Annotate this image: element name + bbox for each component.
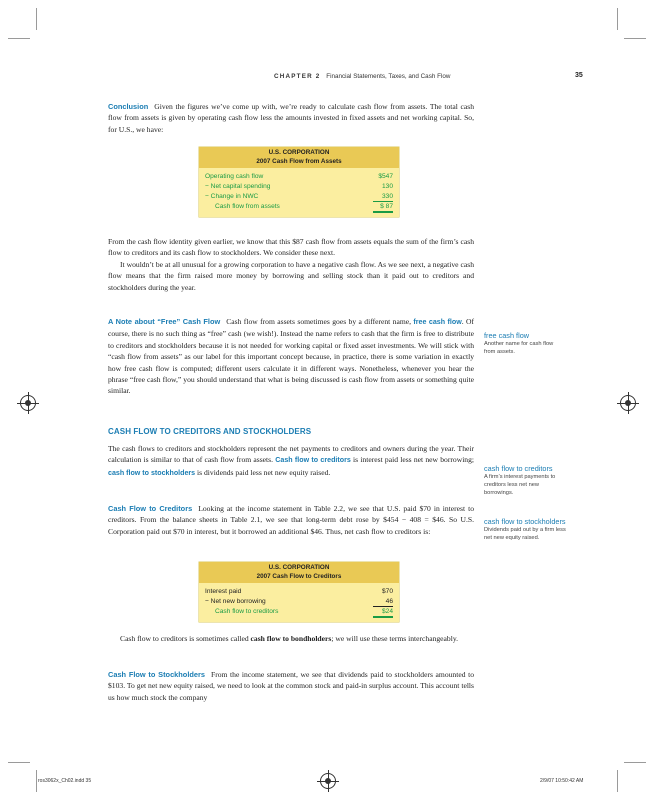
registration-mark-icon bbox=[320, 773, 336, 789]
identity-section bbox=[108, 236, 474, 293]
stockholders-paragraph bbox=[108, 669, 474, 703]
free-cash-flow-lead: A Note about “Free” Cash Flow bbox=[108, 317, 221, 326]
table-row: − Net new borrowing 46 bbox=[205, 598, 393, 606]
table-row: − Net capital spending 130 bbox=[205, 183, 393, 191]
table-row-total: Cash flow from assets $ 87 bbox=[205, 202, 393, 213]
stockholders-text: From the income statement, we see that dividends paid to stockholders amounted to $103. To get net new equity raised, we need to look at the common stock and paid-in surplus account. This account tells us how much stock the company bbox=[108, 670, 475, 702]
crop-mark bbox=[624, 38, 646, 39]
key-term-free-cash-flow: free cash flow bbox=[413, 318, 462, 326]
table-title-statement: 2007 Cash Flow from Assets bbox=[256, 157, 342, 165]
margin-note-definition: A firm’s interest payments to creditors less net new borrowings. bbox=[484, 474, 556, 496]
cash-flow-to-creditors-table bbox=[199, 562, 399, 622]
table-row: Interest paid $70 bbox=[205, 588, 393, 596]
footer-file-slug: ros3062x_Ch02.indd 35 bbox=[38, 778, 92, 784]
running-head bbox=[274, 73, 450, 80]
crop-mark bbox=[617, 8, 618, 30]
identity-paragraph-2: It wouldn’t be at all unusual for a growing corporation to have a negative cash flow. As we see next, a negative cash flow means that the firm raised more money by borrowing and selling stock than it paid out to creditors and stockholders during the year. bbox=[108, 259, 474, 292]
crop-mark bbox=[36, 770, 37, 792]
table-row-total: Cash flow to creditors $24 bbox=[205, 607, 393, 618]
conclusion-lead: Conclusion bbox=[108, 102, 149, 111]
crop-mark bbox=[8, 762, 30, 763]
margin-note-term: free cash flow bbox=[484, 331, 530, 340]
identity-paragraph-1: From the cash flow identity given earlier, we know that this $87 cash flow from assets equals the sum of the firm’s cash flow to creditors and its cash flow to stockholders. We consider these next. bbox=[108, 237, 474, 258]
stockholders-lead: Cash Flow to Stockholders bbox=[108, 670, 205, 679]
margin-note-free-cash-flow bbox=[484, 331, 566, 356]
table-header bbox=[199, 562, 399, 583]
section-heading: CASH FLOW TO CREDITORS AND STOCKHOLDERS bbox=[108, 427, 312, 436]
margin-note-term: cash flow to stockholders bbox=[484, 517, 566, 526]
cash-flow-from-assets-table bbox=[199, 147, 399, 217]
table-title-company: U.S. CORPORATION bbox=[268, 149, 330, 156]
table-header bbox=[199, 147, 399, 168]
table-title-company: U.S. CORPORATION bbox=[268, 564, 330, 571]
chapter-label: CHAPTER 2 bbox=[274, 73, 321, 80]
conclusion-text: Given the figures we’ve come up with, we’re ready to calculate cash flow from assets. The total cash flow from assets is given by operating cash flow less the amounts invested in fixed assets and net working capital. So, for U.S., we have: bbox=[108, 102, 474, 134]
conclusion-paragraph bbox=[108, 101, 474, 135]
margin-note-cash-flow-to-creditors bbox=[484, 464, 566, 497]
page-number: 35 bbox=[575, 72, 583, 79]
chapter-title: Financial Statements, Taxes, and Cash Flow bbox=[326, 73, 451, 80]
table-row: Operating cash flow $547 bbox=[205, 173, 393, 181]
margin-note-definition: Another name for cash flow from assets. bbox=[484, 341, 554, 355]
crop-mark bbox=[36, 8, 37, 30]
section-intro-paragraph: The cash flows to creditors and stockholders represent the net payments to creditors and owners during the year. Their calculation is similar to that of cash flow from assets. Cash flow to creditors is interest paid less net new borrowing; cash flow to stockholders is dividends paid less net new equity raised. bbox=[108, 444, 475, 477]
crop-mark bbox=[624, 762, 646, 763]
creditors-lead: Cash Flow to Creditors bbox=[108, 504, 193, 513]
registration-mark-icon bbox=[620, 395, 636, 411]
margin-note-definition: Dividends paid out by a firm less net new equity raised. bbox=[484, 527, 566, 541]
margin-note-cash-flow-to-stockholders bbox=[484, 517, 566, 542]
key-term-cash-flow-to-stockholders: cash flow to stockholders bbox=[108, 468, 196, 477]
key-term-cash-flow-to-creditors: Cash flow to creditors bbox=[275, 456, 351, 465]
bondholders-paragraph: Cash flow to creditors is sometimes called cash flow to bondholders; we will use these terms interchangeably. bbox=[120, 634, 459, 643]
registration-mark-icon bbox=[20, 395, 36, 411]
term-cash-flow-to-bondholders: cash flow to bondholders bbox=[250, 634, 332, 643]
free-cash-flow-paragraph: A Note about “Free” Cash Flow Cash flow from assets sometimes goes by a different name, free cash flow. Of course, there is no such thing as “free” cash (we wish!). Instead the name refers to cash that the firm is free to distribute to creditors and stockholders because it is not needed for working capital or fixed asset investments. We will stick with “cash flow from assets” as our label for this important concept because, in practice, there is some variation in exactly how free cash flow is computed; different users calculate it in different ways. Nonetheless, whenever you hear the phrase “free cash flow,” you should understand that what is being discussed is cash flow from assets or something quite similar. bbox=[108, 317, 475, 396]
creditors-text: Looking at the income statement in Table 2.2, we see that U.S. paid $70 in interest to creditors. From the balance sheets in Table 2.1, we see that long-term debt rose by $454 − 408 = $46. So U.S. Corporation paid out $70 in interest, but it borrowed an additional $46. Thus, net cash flow to creditors is: bbox=[108, 504, 474, 536]
crop-mark bbox=[8, 38, 30, 39]
table-title-statement: 2007 Cash Flow to Creditors bbox=[256, 572, 342, 580]
crop-mark bbox=[617, 770, 618, 792]
table-row: − Change in NWC 330 bbox=[205, 193, 393, 201]
footer-timestamp: 2/9/07 10:50:42 AM bbox=[540, 778, 584, 784]
creditors-paragraph bbox=[108, 503, 474, 537]
margin-note-term: cash flow to creditors bbox=[484, 464, 553, 473]
